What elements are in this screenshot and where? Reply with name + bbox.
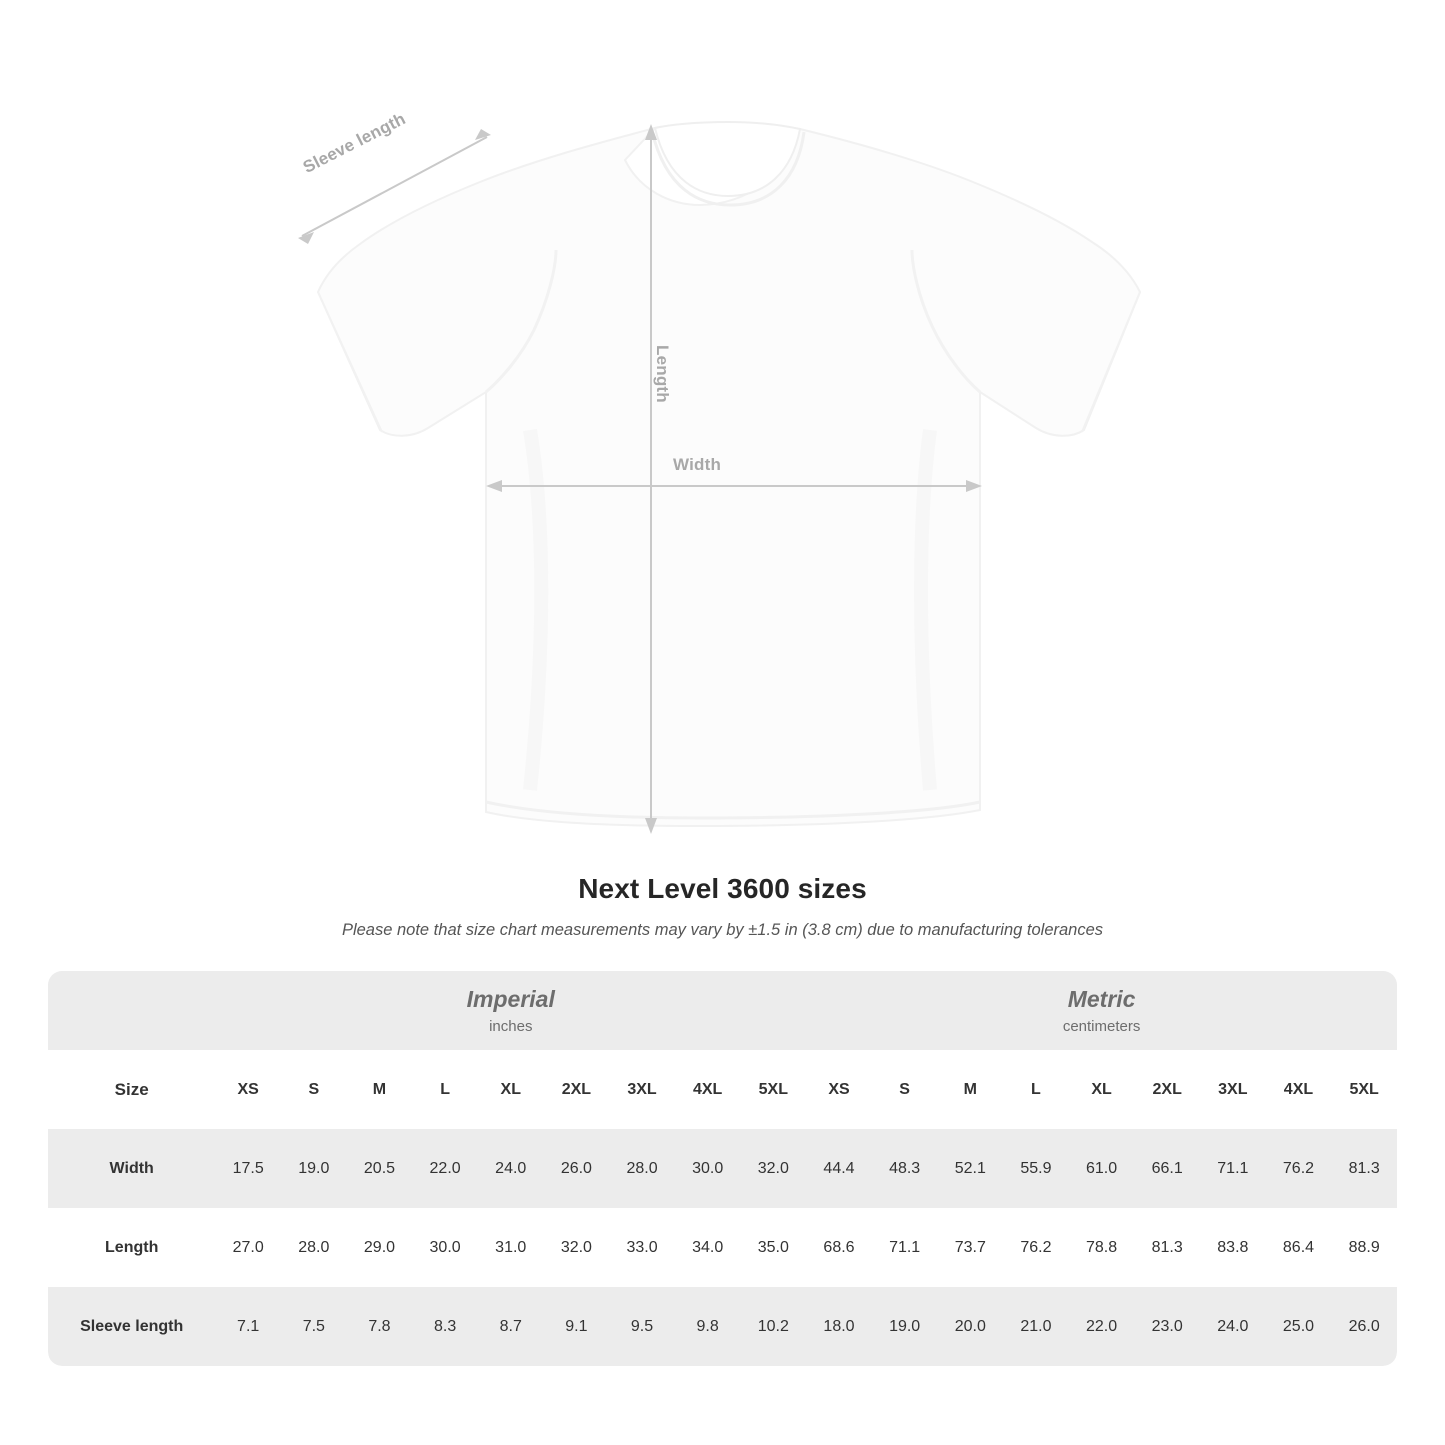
metric-unit-header bbox=[806, 971, 1397, 1050]
table-row bbox=[48, 1208, 1397, 1287]
cell-sleeve-metric-5xl: 26.0 bbox=[1331, 1287, 1397, 1366]
title-block bbox=[0, 873, 1445, 940]
size-col-imperial-3xl: 3XL bbox=[609, 1050, 675, 1129]
cell-sleeve-imperial-l: 8.3 bbox=[412, 1287, 478, 1366]
cell-length-metric-3xl: 83.8 bbox=[1200, 1208, 1266, 1287]
cell-length-imperial-2xl: 32.0 bbox=[544, 1208, 610, 1287]
size-col-metric-2xl: 2XL bbox=[1134, 1050, 1200, 1129]
size-col-imperial-xs: XS bbox=[215, 1050, 281, 1129]
cell-sleeve-imperial-xs: 7.1 bbox=[215, 1287, 281, 1366]
size-col-metric-m: M bbox=[937, 1050, 1003, 1129]
cell-sleeve-imperial-m: 7.8 bbox=[347, 1287, 413, 1366]
size-table bbox=[48, 971, 1397, 1366]
cell-width-metric-5xl: 81.3 bbox=[1331, 1129, 1397, 1208]
tolerance-note: Please note that size chart measurements may vary by ±1.5 in (3.8 cm) due to manufacturing tolerances bbox=[341, 921, 1104, 939]
cell-width-metric-xl: 61.0 bbox=[1069, 1129, 1135, 1208]
cell-sleeve-imperial-3xl: 9.5 bbox=[609, 1287, 675, 1366]
row-label-width: Width bbox=[48, 1129, 215, 1208]
cell-width-imperial-s: 19.0 bbox=[281, 1129, 347, 1208]
size-col-imperial-s: S bbox=[281, 1050, 347, 1129]
cell-width-imperial-5xl: 32.0 bbox=[740, 1129, 806, 1208]
imperial-title: Imperial bbox=[466, 986, 555, 1013]
table-row bbox=[48, 1287, 1397, 1366]
row-label-sleeve-length: Sleeve length bbox=[48, 1287, 215, 1366]
size-col-metric-3xl: 3XL bbox=[1200, 1050, 1266, 1129]
sleeve-length-label: Sleeve length bbox=[300, 109, 409, 177]
table-row bbox=[48, 1129, 1397, 1208]
size-table-wrapper bbox=[48, 971, 1397, 1366]
cell-sleeve-imperial-xl: 8.7 bbox=[478, 1287, 544, 1366]
metric-title: Metric bbox=[1067, 986, 1136, 1013]
cell-width-metric-2xl: 66.1 bbox=[1134, 1129, 1200, 1208]
cell-sleeve-imperial-5xl: 10.2 bbox=[740, 1287, 806, 1366]
cell-sleeve-imperial-2xl: 9.1 bbox=[544, 1287, 610, 1366]
cell-length-imperial-m: 29.0 bbox=[347, 1208, 413, 1287]
cell-width-imperial-3xl: 28.0 bbox=[609, 1129, 675, 1208]
size-col-imperial-5xl: 5XL bbox=[740, 1050, 806, 1129]
cell-length-metric-4xl: 86.4 bbox=[1266, 1208, 1332, 1287]
cell-sleeve-metric-m: 20.0 bbox=[937, 1287, 1003, 1366]
size-col-imperial-xl: XL bbox=[478, 1050, 544, 1129]
cell-length-imperial-l: 30.0 bbox=[412, 1208, 478, 1287]
size-col-imperial-l: L bbox=[412, 1050, 478, 1129]
cell-length-metric-xs: 68.6 bbox=[806, 1208, 872, 1287]
imperial-unit-header bbox=[215, 971, 806, 1050]
cell-length-metric-2xl: 81.3 bbox=[1134, 1208, 1200, 1287]
cell-width-metric-3xl: 71.1 bbox=[1200, 1129, 1266, 1208]
cell-width-imperial-xs: 17.5 bbox=[215, 1129, 281, 1208]
unit-header-spacer bbox=[48, 971, 215, 1050]
cell-width-imperial-m: 20.5 bbox=[347, 1129, 413, 1208]
cell-length-metric-l: 76.2 bbox=[1003, 1208, 1069, 1287]
cell-width-imperial-4xl: 30.0 bbox=[675, 1129, 741, 1208]
cell-length-imperial-xl: 31.0 bbox=[478, 1208, 544, 1287]
cell-width-metric-xs: 44.4 bbox=[806, 1129, 872, 1208]
cell-length-imperial-4xl: 34.0 bbox=[675, 1208, 741, 1287]
cell-sleeve-imperial-4xl: 9.8 bbox=[675, 1287, 741, 1366]
length-label: Length bbox=[653, 345, 672, 403]
size-col-imperial-m: M bbox=[347, 1050, 413, 1129]
cell-width-imperial-2xl: 26.0 bbox=[544, 1129, 610, 1208]
cell-width-metric-l: 55.9 bbox=[1003, 1129, 1069, 1208]
cell-length-metric-xl: 78.8 bbox=[1069, 1208, 1135, 1287]
size-col-imperial-2xl: 2XL bbox=[544, 1050, 610, 1129]
cell-width-imperial-l: 22.0 bbox=[412, 1129, 478, 1208]
unit-header-row bbox=[48, 971, 1397, 1050]
metric-subtitle: centimeters bbox=[1062, 1017, 1141, 1035]
size-col-metric-l: L bbox=[1003, 1050, 1069, 1129]
size-col-metric-4xl: 4XL bbox=[1266, 1050, 1332, 1129]
page-title: Next Level 3600 sizes bbox=[578, 873, 867, 904]
cell-length-imperial-s: 28.0 bbox=[281, 1208, 347, 1287]
cell-sleeve-metric-l: 21.0 bbox=[1003, 1287, 1069, 1366]
row-label-length: Length bbox=[48, 1208, 215, 1287]
cell-length-metric-5xl: 88.9 bbox=[1331, 1208, 1397, 1287]
cell-sleeve-metric-4xl: 25.0 bbox=[1266, 1287, 1332, 1366]
cell-width-metric-4xl: 76.2 bbox=[1266, 1129, 1332, 1208]
cell-length-metric-s: 71.1 bbox=[872, 1208, 938, 1287]
cell-length-metric-m: 73.7 bbox=[937, 1208, 1003, 1287]
width-label: Width bbox=[673, 455, 722, 474]
cell-width-imperial-xl: 24.0 bbox=[478, 1129, 544, 1208]
size-col-metric-xl: XL bbox=[1069, 1050, 1135, 1129]
imperial-subtitle: inches bbox=[489, 1017, 533, 1035]
cell-sleeve-metric-2xl: 23.0 bbox=[1134, 1287, 1200, 1366]
cell-length-imperial-3xl: 33.0 bbox=[609, 1208, 675, 1287]
cell-sleeve-metric-xl: 22.0 bbox=[1069, 1287, 1135, 1366]
cell-length-imperial-xs: 27.0 bbox=[215, 1208, 281, 1287]
cell-width-metric-m: 52.1 bbox=[937, 1129, 1003, 1208]
cell-sleeve-imperial-s: 7.5 bbox=[281, 1287, 347, 1366]
size-header-label: Size bbox=[48, 1050, 215, 1129]
cell-sleeve-metric-xs: 18.0 bbox=[806, 1287, 872, 1366]
size-col-metric-xs: XS bbox=[806, 1050, 872, 1129]
size-header-row bbox=[48, 1050, 1397, 1129]
size-col-imperial-4xl: 4XL bbox=[675, 1050, 741, 1129]
cell-width-metric-s: 48.3 bbox=[872, 1129, 938, 1208]
cell-sleeve-metric-3xl: 24.0 bbox=[1200, 1287, 1266, 1366]
size-col-metric-s: S bbox=[872, 1050, 938, 1129]
cell-sleeve-metric-s: 19.0 bbox=[872, 1287, 938, 1366]
size-col-metric-5xl: 5XL bbox=[1331, 1050, 1397, 1129]
cell-length-imperial-5xl: 35.0 bbox=[740, 1208, 806, 1287]
